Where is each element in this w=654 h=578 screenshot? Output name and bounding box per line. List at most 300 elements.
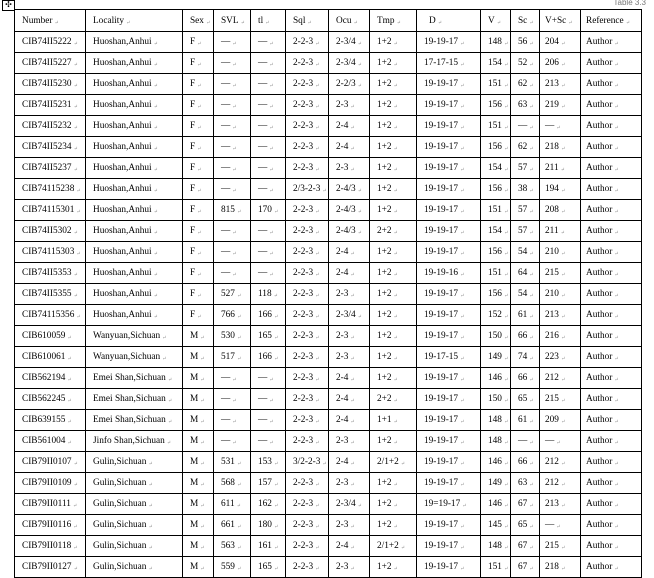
sql-cell: 2-2-3 ↵ — [286, 473, 329, 494]
locality-cell: Gulin,Sichuan ↵ — [86, 494, 183, 515]
reference-cell: Author ↵ — [581, 221, 642, 242]
ocu-cell: 2-4 ↵ — [329, 536, 370, 557]
table-header-row — [15, 10, 642, 32]
v-cell: 150 ↵ — [481, 326, 511, 347]
reference-cell: Author ↵ — [581, 473, 642, 494]
tmp-cell: 1+2 ↵ — [370, 137, 417, 158]
d-cell: 19-19-17 ↵ — [417, 473, 481, 494]
number-cell: CIB74II5227 ↵ — [15, 53, 86, 74]
locality-cell: Emei Shan,Sichuan ↵ — [86, 368, 183, 389]
ocu-cell: 2-4 ↵ — [329, 389, 370, 410]
column-header: tl ↵ — [251, 10, 286, 32]
sex-cell: M ↵ — [183, 452, 214, 473]
number-cell: CIB79II0111 ↵ — [15, 494, 86, 515]
sc-cell: 74 ↵ — [511, 347, 540, 368]
sql-cell: 2-2-3 ↵ — [286, 536, 329, 557]
tmp-cell: 1+2 ↵ — [370, 179, 417, 200]
reference-cell: Author ↵ — [581, 347, 642, 368]
sql-cell: 2-2-3 ↵ — [286, 137, 329, 158]
table-move-handle[interactable]: ✣ — [2, 0, 15, 11]
sc-cell: 67 ↵ — [511, 494, 540, 515]
ocu-cell: 2-4 ↵ — [329, 263, 370, 284]
tmp-cell: 1+2 ↵ — [370, 116, 417, 137]
d-cell: 19-19-17 ↵ — [417, 116, 481, 137]
sql-cell: 2-2-3 ↵ — [286, 494, 329, 515]
d-cell: 19-19-17 ↵ — [417, 242, 481, 263]
reference-cell: Author ↵ — [581, 53, 642, 74]
reference-cell: Author ↵ — [581, 452, 642, 473]
svl-cell: — ↵ — [214, 53, 251, 74]
table-row — [15, 494, 642, 515]
number-cell: CIB74II5355 ↵ — [15, 284, 86, 305]
ocu-cell: 2-3 ↵ — [329, 431, 370, 452]
d-cell: 19-19-17 ↵ — [417, 158, 481, 179]
svl-cell: — ↵ — [214, 410, 251, 431]
sql-cell: 2-2-3 ↵ — [286, 53, 329, 74]
v-cell: 146 ↵ — [481, 368, 511, 389]
sc-cell: 52 ↵ — [511, 53, 540, 74]
table-row — [15, 95, 642, 116]
number-cell: CIB74115303 ↵ — [15, 242, 86, 263]
tl-cell: 165 ↵ — [251, 326, 286, 347]
tl-cell: — ↵ — [251, 53, 286, 74]
sc-cell: 54 ↵ — [511, 284, 540, 305]
tl-cell: 118 ↵ — [251, 284, 286, 305]
reference-cell: Author ↵ — [581, 410, 642, 431]
sql-cell: 2-2-3 ↵ — [286, 326, 329, 347]
sql-cell: 2-2-3 ↵ — [286, 74, 329, 95]
locality-cell: Huoshan,Anhui ↵ — [86, 74, 183, 95]
svl-cell: 661 ↵ — [214, 515, 251, 536]
column-header: Sc ↵ — [511, 10, 540, 32]
vsc-cell: 204 ↵ — [540, 32, 581, 53]
svl-cell: — ↵ — [214, 158, 251, 179]
locality-cell: Gulin,Sichuan ↵ — [86, 536, 183, 557]
table-row — [15, 221, 642, 242]
svl-cell: — ↵ — [214, 179, 251, 200]
ocu-cell: 2-4 ↵ — [329, 116, 370, 137]
sql-cell: 2-2-3 ↵ — [286, 431, 329, 452]
sex-cell: F ↵ — [183, 179, 214, 200]
d-cell: 19-19-17 ↵ — [417, 326, 481, 347]
table-row — [15, 116, 642, 137]
table-row — [15, 536, 642, 557]
column-header: Tmp ↵ — [370, 10, 417, 32]
svl-cell: 531 ↵ — [214, 452, 251, 473]
svl-cell: — ↵ — [214, 32, 251, 53]
sc-cell: 57 ↵ — [511, 158, 540, 179]
sex-cell: M ↵ — [183, 410, 214, 431]
sex-cell: F ↵ — [183, 242, 214, 263]
number-cell: CIB610059 ↵ — [15, 326, 86, 347]
d-cell: 19-17-15 ↵ — [417, 347, 481, 368]
locality-cell: Huoshan,Anhui ↵ — [86, 200, 183, 221]
specimen-table — [14, 9, 642, 578]
number-cell: CIB74II5302 ↵ — [15, 221, 86, 242]
tl-cell: 166 ↵ — [251, 305, 286, 326]
sql-cell: 3/2-2-3 ↵ — [286, 452, 329, 473]
reference-cell: Author ↵ — [581, 515, 642, 536]
table-row — [15, 32, 642, 53]
reference-cell: Author ↵ — [581, 431, 642, 452]
reference-cell: Author ↵ — [581, 284, 642, 305]
sc-cell: 66 ↵ — [511, 452, 540, 473]
tmp-cell: 1+2 ↵ — [370, 305, 417, 326]
ocu-cell: 2-3 ↵ — [329, 473, 370, 494]
d-cell: 19-19-17 ↵ — [417, 32, 481, 53]
column-header: Locality ↵ — [86, 10, 183, 32]
vsc-cell: 212 ↵ — [540, 473, 581, 494]
sex-cell: M ↵ — [183, 326, 214, 347]
d-cell: 19-19-17 ↵ — [417, 557, 481, 578]
sql-cell: 2-2-3 ↵ — [286, 305, 329, 326]
tl-cell: — ↵ — [251, 32, 286, 53]
ocu-cell: 2-3/4 ↵ — [329, 305, 370, 326]
ocu-cell: 2-3/4 ↵ — [329, 53, 370, 74]
vsc-cell: 211 ↵ — [540, 158, 581, 179]
sql-cell: 2-2-3 ↵ — [286, 557, 329, 578]
ocu-cell: 2-3/4 ↵ — [329, 32, 370, 53]
table-row — [15, 347, 642, 368]
d-cell: 19-19-17 ↵ — [417, 137, 481, 158]
tmp-cell: 1+2 ↵ — [370, 53, 417, 74]
tl-cell: 166 ↵ — [251, 347, 286, 368]
reference-cell: Author ↵ — [581, 179, 642, 200]
sql-cell: 2-2-3 ↵ — [286, 347, 329, 368]
d-cell: 19=19-17 ↵ — [417, 494, 481, 515]
v-cell: 154 ↵ — [481, 221, 511, 242]
tl-cell: — ↵ — [251, 95, 286, 116]
locality-cell: Huoshan,Anhui ↵ — [86, 116, 183, 137]
sc-cell: 62 ↵ — [511, 137, 540, 158]
reference-cell: Author ↵ — [581, 494, 642, 515]
d-cell: 19-19-17 ↵ — [417, 410, 481, 431]
ocu-cell: 2-3 ↵ — [329, 158, 370, 179]
ocu-cell: 2-3/4 ↵ — [329, 494, 370, 515]
number-cell: CIB74115356 ↵ — [15, 305, 86, 326]
tmp-cell: 2/1+2 ↵ — [370, 452, 417, 473]
svl-cell: 766 ↵ — [214, 305, 251, 326]
svl-cell: 530 ↵ — [214, 326, 251, 347]
tmp-cell: 1+2 ↵ — [370, 158, 417, 179]
tl-cell: 157 ↵ — [251, 473, 286, 494]
table-row — [15, 74, 642, 95]
tl-cell: — ↵ — [251, 431, 286, 452]
tmp-cell: 1+2 ↵ — [370, 494, 417, 515]
d-cell: 19-19-17 ↵ — [417, 536, 481, 557]
vsc-cell: 210 ↵ — [540, 242, 581, 263]
v-cell: 145 ↵ — [481, 515, 511, 536]
svl-cell: — ↵ — [214, 116, 251, 137]
column-header: V+Sc ↵ — [540, 10, 581, 32]
tmp-cell: 1+2 ↵ — [370, 263, 417, 284]
tmp-cell: 1+2 ↵ — [370, 200, 417, 221]
column-header: D ↵ — [417, 10, 481, 32]
reference-cell: Author ↵ — [581, 95, 642, 116]
number-cell: CIB79II0109 ↵ — [15, 473, 86, 494]
locality-cell: Huoshan,Anhui ↵ — [86, 179, 183, 200]
ocu-cell: 2-3 ↵ — [329, 347, 370, 368]
sql-cell: 2-2-3 ↵ — [286, 368, 329, 389]
number-cell: CIB562245 ↵ — [15, 389, 86, 410]
number-cell: CIB74II5230 ↵ — [15, 74, 86, 95]
tmp-cell: 1+2 ↵ — [370, 515, 417, 536]
reference-cell: Author ↵ — [581, 263, 642, 284]
number-cell: CIB74II5353 ↵ — [15, 263, 86, 284]
v-cell: 151 ↵ — [481, 263, 511, 284]
sc-cell: 63 ↵ — [511, 473, 540, 494]
v-cell: 148 ↵ — [481, 536, 511, 557]
sql-cell: 2-2-3 ↵ — [286, 200, 329, 221]
tl-cell: — ↵ — [251, 410, 286, 431]
svl-cell: — ↵ — [214, 242, 251, 263]
sql-cell: 2-2-3 ↵ — [286, 95, 329, 116]
column-header: Reference ↵ — [581, 10, 642, 32]
tmp-cell: 1+2 ↵ — [370, 284, 417, 305]
v-cell: 156 ↵ — [481, 179, 511, 200]
reference-cell: Author ↵ — [581, 242, 642, 263]
v-cell: 156 ↵ — [481, 95, 511, 116]
d-cell: 19-19-17 ↵ — [417, 305, 481, 326]
sql-cell: 2-2-3 ↵ — [286, 515, 329, 536]
number-cell: CIB79II0118 ↵ — [15, 536, 86, 557]
tl-cell: — ↵ — [251, 158, 286, 179]
reference-cell: Author ↵ — [581, 536, 642, 557]
svl-cell: — ↵ — [214, 74, 251, 95]
tmp-cell: 1+2 ↵ — [370, 95, 417, 116]
sql-cell: 2-2-3 ↵ — [286, 158, 329, 179]
locality-cell: Emei Shan,Sichuan ↵ — [86, 389, 183, 410]
locality-cell: Wanyuan,Sichuan ↵ — [86, 326, 183, 347]
sex-cell: M ↵ — [183, 368, 214, 389]
tmp-cell: 1+2 ↵ — [370, 368, 417, 389]
reference-cell: Author ↵ — [581, 305, 642, 326]
vsc-cell: 215 ↵ — [540, 389, 581, 410]
sex-cell: F ↵ — [183, 137, 214, 158]
sc-cell: 61 ↵ — [511, 305, 540, 326]
number-cell: CIB74II5234 ↵ — [15, 137, 86, 158]
v-cell: 151 ↵ — [481, 200, 511, 221]
ocu-cell: 2-4 ↵ — [329, 137, 370, 158]
ocu-cell: 2-4/3 ↵ — [329, 179, 370, 200]
table-body — [15, 32, 642, 578]
vsc-cell: 210 ↵ — [540, 284, 581, 305]
ocu-cell: 2-3 ↵ — [329, 557, 370, 578]
ocu-cell: 2-2/3 ↵ — [329, 74, 370, 95]
reference-cell: Author ↵ — [581, 368, 642, 389]
v-cell: 156 ↵ — [481, 284, 511, 305]
d-cell: 19-19-17 ↵ — [417, 368, 481, 389]
locality-cell: Huoshan,Anhui ↵ — [86, 32, 183, 53]
tl-cell: — ↵ — [251, 389, 286, 410]
v-cell: 151 ↵ — [481, 116, 511, 137]
sc-cell: 54 ↵ — [511, 242, 540, 263]
svl-cell: — ↵ — [214, 137, 251, 158]
table-row — [15, 389, 642, 410]
svl-cell: — ↵ — [214, 95, 251, 116]
sc-cell: 56 ↵ — [511, 32, 540, 53]
column-header: V ↵ — [481, 10, 511, 32]
tl-cell: — ↵ — [251, 368, 286, 389]
sex-cell: M ↵ — [183, 431, 214, 452]
sex-cell: F ↵ — [183, 284, 214, 305]
locality-cell: Huoshan,Anhui ↵ — [86, 137, 183, 158]
table-row — [15, 263, 642, 284]
sex-cell: F ↵ — [183, 305, 214, 326]
svl-cell: 815 ↵ — [214, 200, 251, 221]
svl-cell: 527 ↵ — [214, 284, 251, 305]
sex-cell: F ↵ — [183, 158, 214, 179]
tmp-cell: 2+2 ↵ — [370, 389, 417, 410]
table-row — [15, 431, 642, 452]
v-cell: 148 ↵ — [481, 431, 511, 452]
sc-cell: 62 ↵ — [511, 74, 540, 95]
vsc-cell: 216 ↵ — [540, 326, 581, 347]
v-cell: 150 ↵ — [481, 389, 511, 410]
tmp-cell: 1+2 ↵ — [370, 326, 417, 347]
d-cell: 19-19-17 ↵ — [417, 221, 481, 242]
v-cell: 156 ↵ — [481, 137, 511, 158]
vsc-cell: — ↵ — [540, 515, 581, 536]
v-cell: 149 ↵ — [481, 473, 511, 494]
sex-cell: F ↵ — [183, 263, 214, 284]
table-row — [15, 284, 642, 305]
sc-cell: 57 ↵ — [511, 200, 540, 221]
sc-cell: 66 ↵ — [511, 368, 540, 389]
table-row — [15, 368, 642, 389]
table-row — [15, 410, 642, 431]
v-cell: 146 ↵ — [481, 452, 511, 473]
tmp-cell: 1+2 ↵ — [370, 347, 417, 368]
locality-cell: Huoshan,Anhui ↵ — [86, 242, 183, 263]
tl-cell: 153 ↵ — [251, 452, 286, 473]
d-cell: 19-19-17 ↵ — [417, 431, 481, 452]
reference-cell: Author ↵ — [581, 326, 642, 347]
tmp-cell: 1+2 ↵ — [370, 74, 417, 95]
table-row — [15, 137, 642, 158]
svl-cell: 611 ↵ — [214, 494, 251, 515]
number-cell: CIB561004 ↵ — [15, 431, 86, 452]
column-header: Sql ↵ — [286, 10, 329, 32]
vsc-cell: 194 ↵ — [540, 179, 581, 200]
svl-cell: — ↵ — [214, 389, 251, 410]
locality-cell: Huoshan,Anhui ↵ — [86, 158, 183, 179]
reference-cell: Author ↵ — [581, 74, 642, 95]
d-cell: 19-19-17 ↵ — [417, 515, 481, 536]
tl-cell: — ↵ — [251, 116, 286, 137]
v-cell: 154 ↵ — [481, 158, 511, 179]
tl-cell: — ↵ — [251, 74, 286, 95]
v-cell: 152 ↵ — [481, 305, 511, 326]
vsc-cell: 208 ↵ — [540, 200, 581, 221]
table-row — [15, 179, 642, 200]
svl-cell: — ↵ — [214, 431, 251, 452]
number-cell: CIB610061 ↵ — [15, 347, 86, 368]
d-cell: 17-17-15 ↵ — [417, 53, 481, 74]
d-cell: 19-19-17 ↵ — [417, 452, 481, 473]
tmp-cell: 2+2 ↵ — [370, 221, 417, 242]
vsc-cell: 219 ↵ — [540, 95, 581, 116]
sc-cell: — ↵ — [511, 431, 540, 452]
sc-cell: 65 ↵ — [511, 515, 540, 536]
sex-cell: M ↵ — [183, 473, 214, 494]
sql-cell: 2-2-3 ↵ — [286, 389, 329, 410]
reference-cell: Author ↵ — [581, 200, 642, 221]
sex-cell: M ↵ — [183, 347, 214, 368]
number-cell: CIB639155 ↵ — [15, 410, 86, 431]
locality-cell: Gulin,Sichuan ↵ — [86, 557, 183, 578]
ocu-cell: 2-3 ↵ — [329, 326, 370, 347]
tl-cell: — ↵ — [251, 221, 286, 242]
sex-cell: F ↵ — [183, 221, 214, 242]
table-row — [15, 53, 642, 74]
table-row — [15, 305, 642, 326]
sql-cell: 2/3-2-3 ↵ — [286, 179, 329, 200]
ocu-cell: 2-3 ↵ — [329, 284, 370, 305]
vsc-cell: — ↵ — [540, 116, 581, 137]
table-row — [15, 242, 642, 263]
locality-cell: Gulin,Sichuan ↵ — [86, 515, 183, 536]
column-header: Sex ↵ — [183, 10, 214, 32]
vsc-cell: 209 ↵ — [540, 410, 581, 431]
locality-cell: Huoshan,Anhui ↵ — [86, 284, 183, 305]
sex-cell: F ↵ — [183, 200, 214, 221]
table-row — [15, 473, 642, 494]
table-row — [15, 515, 642, 536]
ocu-cell: 2-4/3 ↵ — [329, 200, 370, 221]
sex-cell: M ↵ — [183, 557, 214, 578]
column-header: Number ↵ — [15, 10, 86, 32]
locality-cell: Gulin,Sichuan ↵ — [86, 452, 183, 473]
v-cell: 146 ↵ — [481, 494, 511, 515]
svl-cell: — ↵ — [214, 368, 251, 389]
v-cell: 149 ↵ — [481, 347, 511, 368]
svl-cell: 517 ↵ — [214, 347, 251, 368]
vsc-cell: 218 ↵ — [540, 137, 581, 158]
svl-cell: — ↵ — [214, 263, 251, 284]
sex-cell: F ↵ — [183, 74, 214, 95]
table-row — [15, 452, 642, 473]
vsc-cell: 206 ↵ — [540, 53, 581, 74]
table-row — [15, 557, 642, 578]
tmp-cell: 1+1 ↵ — [370, 410, 417, 431]
tmp-cell: 1+2 ↵ — [370, 242, 417, 263]
d-cell: 19-19-17 ↵ — [417, 389, 481, 410]
tl-cell: 165 ↵ — [251, 557, 286, 578]
ocu-cell: 2-3 ↵ — [329, 515, 370, 536]
tl-cell: 161 ↵ — [251, 536, 286, 557]
tmp-cell: 1+2 ↵ — [370, 557, 417, 578]
locality-cell: Gulin,Sichuan ↵ — [86, 473, 183, 494]
number-cell: CIB79II0127 ↵ — [15, 557, 86, 578]
sql-cell: 2-2-3 ↵ — [286, 242, 329, 263]
v-cell: 156 ↵ — [481, 242, 511, 263]
locality-cell: Huoshan,Anhui ↵ — [86, 263, 183, 284]
sex-cell: F ↵ — [183, 32, 214, 53]
sex-cell: M ↵ — [183, 515, 214, 536]
locality-cell: Huoshan,Anhui ↵ — [86, 53, 183, 74]
page-corner-note: Table 3.3 — [613, 0, 646, 7]
tl-cell: — ↵ — [251, 242, 286, 263]
locality-cell: Huoshan,Anhui ↵ — [86, 305, 183, 326]
locality-cell: Huoshan,Anhui ↵ — [86, 221, 183, 242]
sex-cell: F ↵ — [183, 53, 214, 74]
sql-cell: 2-2-3 ↵ — [286, 32, 329, 53]
vsc-cell: 218 ↵ — [540, 557, 581, 578]
reference-cell: Author ↵ — [581, 158, 642, 179]
sc-cell: 63 ↵ — [511, 95, 540, 116]
sc-cell: 67 ↵ — [511, 536, 540, 557]
